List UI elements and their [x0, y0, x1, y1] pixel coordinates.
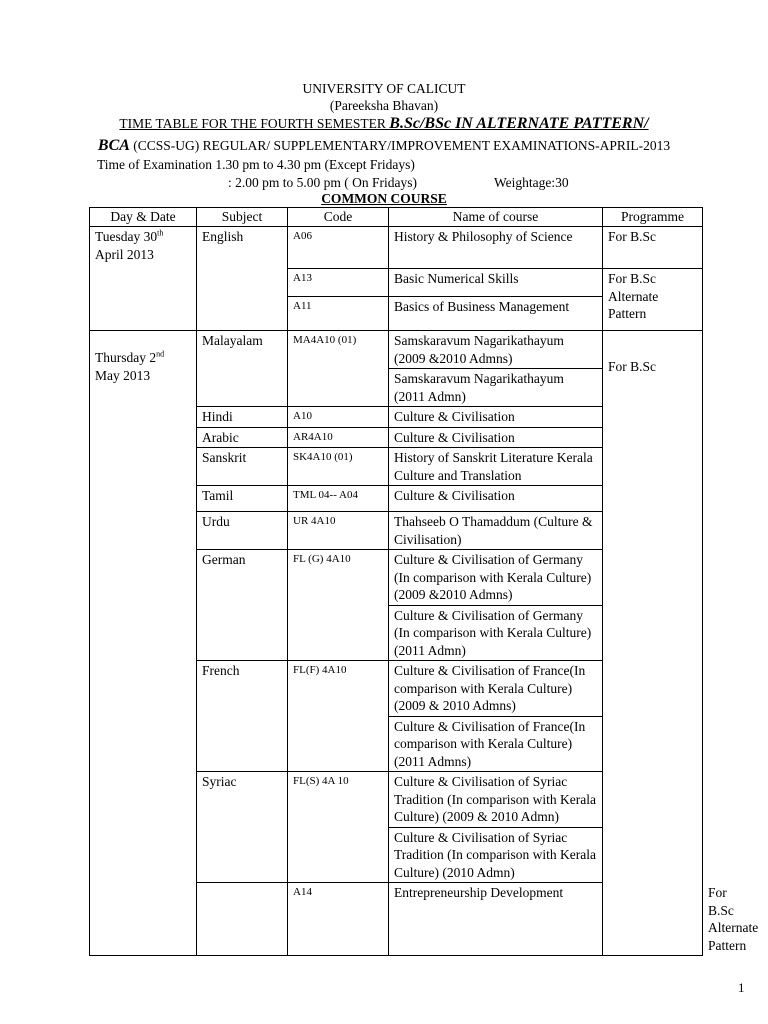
course-cell: Entrepreneurship Development: [389, 883, 603, 956]
time-line-2: : 2.00 pm to 5.00 pm ( On Fridays): [228, 175, 417, 190]
col-header-subject: Subject: [197, 208, 288, 227]
course-cell: Culture & Civilisation of Germany (In comparison with Kerala Culture)(2011 Admn): [389, 605, 603, 661]
university-name: UNIVERSITY OF CALICUT: [302, 81, 466, 96]
subject-cell: [197, 883, 288, 956]
code-cell: MA4A10 (01): [288, 331, 389, 407]
header-row: [90, 208, 703, 227]
code-cell: FL(S) 4A 10: [288, 772, 389, 883]
programme-cell: For B.Sc Alternate Pattern: [603, 269, 703, 331]
course-cell: Samskaravum Nagarikathayum (2011 Admn): [389, 369, 603, 407]
subject-cell: Sanskrit: [197, 448, 288, 486]
code-cell: TML 04-- A04: [288, 486, 389, 512]
subject-cell: Urdu: [197, 512, 288, 550]
course-cell: Samskaravum Nagarikathayum (2009 &2010 Admns): [389, 331, 603, 369]
title-prefix: TIME TABLE FOR THE FOURTH SEMESTER: [119, 116, 390, 131]
code-cell: AR4A10: [288, 427, 389, 448]
course-cell: Basic Numerical Skills: [389, 269, 603, 297]
weightage: Weightage:30: [494, 175, 569, 190]
col-header-programme: Programme: [603, 208, 703, 227]
exam-line-rest: (CCSS-UG) REGULAR/ SUPPLEMENTARY/IMPROVEMENT EXAMINATIONS-APRIL-2013: [129, 138, 671, 153]
course-cell: History of Sanskrit Literature Kerala Culture and Translation: [389, 448, 603, 486]
date-cell: Tuesday 30th April 2013: [90, 227, 197, 331]
code-cell: SK4A10 (01): [288, 448, 389, 486]
programme-cell: For B.Sc: [603, 227, 703, 269]
code-cell: A14: [288, 883, 389, 956]
col-header-day: Day & Date: [90, 208, 197, 227]
exam-line-emphasis: BCA: [97, 137, 130, 154]
course-cell: Culture & Civilisation of France(In comparison with Kerala Culture)(2009 & 2010 Admns): [389, 661, 603, 717]
page-number: 1: [738, 980, 745, 995]
course-cell: History & Philosophy of Science: [389, 227, 603, 269]
course-cell: Culture & Civilisation of France(In comparison with Kerala Culture)(2011 Admns): [389, 716, 603, 772]
date-cell: Thursday 2nd May 2013: [90, 331, 197, 956]
title-emphasis: B.Sc/BSc IN ALTERNATE PATTERN/: [389, 115, 649, 132]
section-title: COMMON COURSE: [321, 191, 447, 206]
subject-cell: Arabic: [197, 427, 288, 448]
bhavan-name: (Pareeksha Bhavan): [329, 98, 439, 113]
table-row: A14 Entrepreneurship Development For B.Sc Alternate Pattern: [90, 883, 703, 956]
code-cell: FL (G) 4A10: [288, 550, 389, 661]
subject-cell: English: [197, 227, 288, 331]
table-row: [90, 331, 703, 369]
col-header-course: Name of course: [389, 208, 603, 227]
time-line-1: Time of Examination 1.30 pm to 4.30 pm (Except Fridays): [97, 157, 415, 172]
timetable: [89, 207, 759, 956]
code-cell: FL(F) 4A10: [288, 661, 389, 772]
subject-cell: Tamil: [197, 486, 288, 512]
table-row: [90, 227, 703, 269]
col-header-code: Code: [288, 208, 389, 227]
course-cell: Culture & Civilisation: [389, 486, 603, 512]
course-cell: Thahseeb O Thamaddum (Culture & Civilisation): [389, 512, 603, 550]
timetable-title: [0, 115, 768, 132]
code-cell: A06: [288, 227, 389, 269]
code-cell: A10: [288, 407, 389, 428]
code-cell: UR 4A10: [288, 512, 389, 550]
course-cell: Culture & Civilisation of Syriac Tradition (In comparison with Kerala Culture) (2010 Admn): [389, 827, 603, 883]
code-cell: A11: [288, 297, 389, 331]
course-cell: Culture & Civilisation of Syriac Tradition (In comparison with Kerala Culture) (2009 & 2010 Admn): [389, 772, 603, 828]
programme-cell: For B.Sc: [603, 331, 703, 956]
subject-cell: Malayalam: [197, 331, 288, 407]
subject-cell: Syriac: [197, 772, 288, 883]
subject-cell: Hindi: [197, 407, 288, 428]
subject-cell: French: [197, 661, 288, 772]
exam-line: [0, 137, 768, 154]
subject-cell: German: [197, 550, 288, 661]
code-cell: A13: [288, 269, 389, 297]
course-cell: Culture & Civilisation: [389, 407, 603, 428]
course-cell: Culture & Civilisation: [389, 427, 603, 448]
course-cell: Basics of Business Management: [389, 297, 603, 331]
course-cell: Culture & Civilisation of Germany (In comparison with Kerala Culture)(2009 &2010 Admns): [389, 550, 603, 606]
